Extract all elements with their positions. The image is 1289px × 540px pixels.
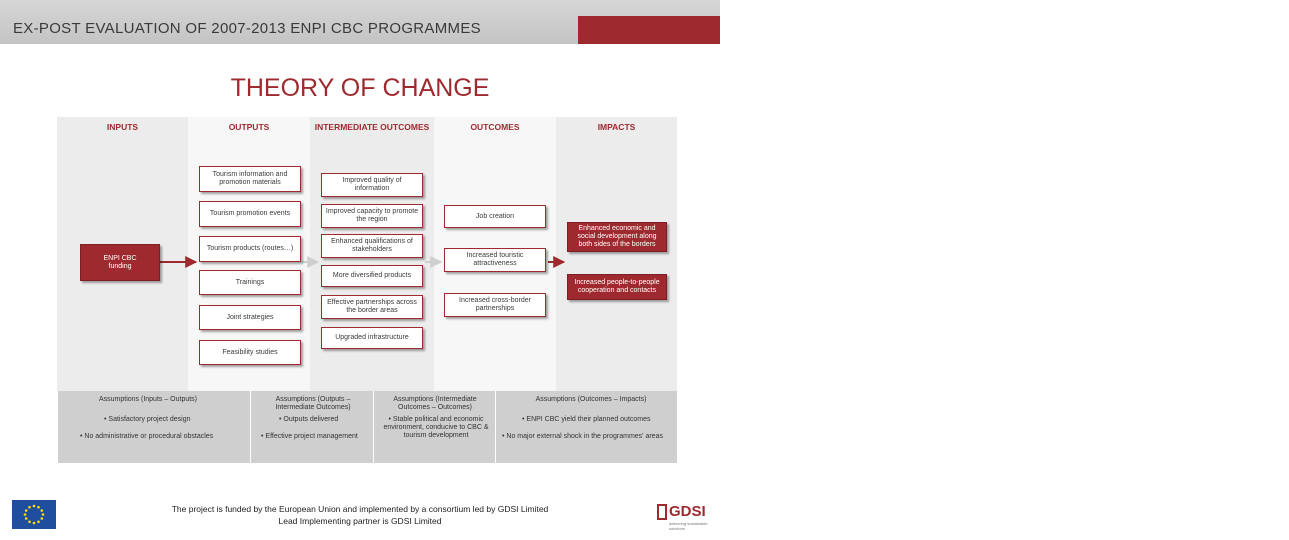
assumption-item: • Outputs delivered <box>279 416 339 423</box>
assumption-title: Assumptions (Outputs – Intermediate Outcomes) <box>275 396 351 411</box>
impact-box: Increased people-to-people cooperation and contacts <box>567 274 667 300</box>
output-box: Feasibility studies <box>199 340 301 365</box>
outcome-box: Increased touristic attractiveness <box>444 248 546 272</box>
intermediate-outcome-box: Upgraded infrastructure <box>321 327 423 349</box>
footer-line-funding: The project is funded by the European Union and implemented by a consortium led by GDSI Limited <box>171 504 549 514</box>
intermediate-outcome-box: Improved capacity to promote the region <box>321 204 423 228</box>
input-enpi-cbc-funding <box>80 244 160 281</box>
input-subtitle: funding <box>108 262 132 270</box>
impact-box: Enhanced economic and social development along both sides of the borders <box>567 222 667 252</box>
column-header-impacts: IMPACTS <box>556 117 677 137</box>
assumption-title: Assumptions (Outcomes – Impacts) <box>535 396 647 403</box>
assumptions-inputs-outputs <box>57 391 250 463</box>
assumptions-outputs-intermediate <box>250 391 373 463</box>
input-title: ENPI CBC <box>103 254 137 262</box>
intermediate-outcome-box: Effective partnerships across the border areas <box>321 295 423 319</box>
column-header-outputs: OUTPUTS <box>188 117 310 137</box>
outcome-box: Job creation <box>444 205 546 228</box>
gdsi-logo <box>655 500 711 530</box>
output-box: Tourism information and promotion materials <box>199 166 301 192</box>
gdsi-tagline: delivering sustainable solutions <box>669 521 708 531</box>
assumption-title: Assumptions (Inputs – Outputs) <box>98 396 198 403</box>
presentation-title: EX-POST EVALUATION OF 2007-2013 ENPI CBC PROGRAMMES <box>13 20 481 37</box>
column-header-inputs: INPUTS <box>57 117 188 137</box>
assumption-item: • No administrative or procedural obstacles <box>80 433 214 440</box>
assumptions-outcomes-impacts <box>495 391 677 463</box>
footer-disclaimer <box>0 503 720 527</box>
intermediate-outcome-box: More diversified products <box>321 265 423 287</box>
gdsi-mark-icon <box>657 504 667 520</box>
outcome-box: Increased cross-border partnerships <box>444 293 546 317</box>
assumptions-intermediate-outcomes <box>373 391 495 463</box>
slide-title: THEORY OF CHANGE <box>230 74 490 102</box>
assumption-item: • Stable political and economic environment, conducive to CBC & tourism development <box>383 416 489 439</box>
footer-line-partner: Lead Implementing partner is GDSI Limited <box>278 516 442 526</box>
output-box: Trainings <box>199 270 301 295</box>
assumption-title: Assumptions (Intermediate Outcomes – Outcomes) <box>393 396 477 411</box>
output-box: Joint strategies <box>199 305 301 330</box>
assumption-item: • ENPI CBC yield their planned outcomes <box>522 416 651 423</box>
assumption-item: • Effective project management <box>261 433 358 440</box>
intermediate-outcome-box: Enhanced qualifications of stakeholders <box>321 234 423 258</box>
assumption-item: • Satisfactory project design <box>104 416 191 423</box>
output-box: Tourism products (routes…) <box>199 236 301 262</box>
assumption-item: • No major external shock in the programmes' areas <box>502 433 663 440</box>
output-box: Tourism promotion events <box>199 201 301 227</box>
gdsi-logo-text: GDSI <box>669 503 706 520</box>
column-header-outcomes: OUTCOMES <box>434 117 556 137</box>
intermediate-outcome-box: Improved quality of information <box>321 173 423 197</box>
page-number: 6 <box>1282 39 1289 53</box>
column-header-intermediate-outcomes: INTERMEDIATE OUTCOMES <box>310 117 434 137</box>
